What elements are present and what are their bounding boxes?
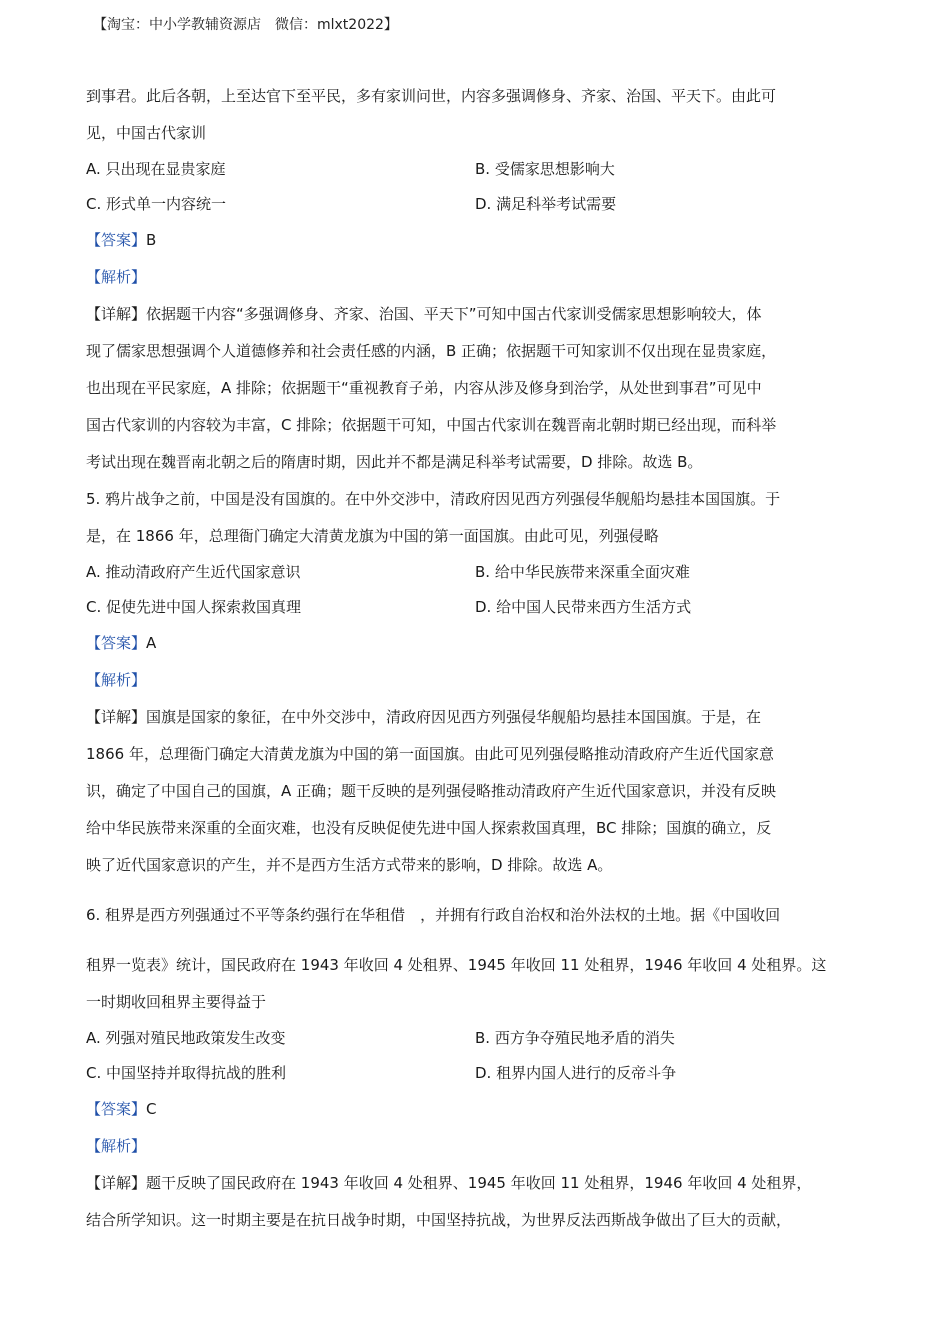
option-c: C. 形式单一内容统一	[86, 195, 227, 213]
answer-line	[86, 625, 876, 662]
question-stem-line: 到事君。此后各朝，上至达官下至平民，多有家训问世，内容多强调修身、齐家、治国、平天下。由此可	[86, 87, 777, 105]
detail-line: 结合所学知识。这一时期主要是在抗日战争时期，中国坚持抗战，为世界反法西斯战争做出了巨大的贡献，	[86, 1211, 792, 1229]
option-d: D. 给中国人民带来西方生活方式	[475, 598, 692, 616]
detail-line: 国古代家训的内容较为丰富，C 排除；依据题干可知，中国古代家训在魏晋南北朝时期已经出现，而科举	[86, 416, 777, 434]
option-c: C. 促使先进中国人探索救国真理	[86, 598, 302, 616]
answer-line	[86, 1091, 876, 1128]
option-d: D. 满足科举考试需要	[475, 195, 617, 213]
detail-line	[86, 699, 876, 736]
detail-line: 也出现在平民家庭，A 排除；依据题干“重视教育子弟，内容从涉及修身到治学，从处世到事君”可见中	[86, 379, 762, 397]
option-c: C. 中国坚持并取得抗战的胜利	[86, 1064, 287, 1082]
option-b: B. 给中华民族带来深重全面灾难	[475, 563, 690, 581]
options-row	[86, 152, 876, 187]
option-b: B. 西方争夺殖民地矛盾的消失	[475, 1029, 675, 1047]
answer-tag: 【答案】	[86, 1100, 147, 1118]
detail-line: 现了儒家思想强调个人道德修养和社会责任感的内涵，B 正确；依据题干可知家训不仅出现在显贵家庭，	[86, 342, 777, 360]
options-row	[86, 1056, 876, 1091]
analysis-line	[86, 259, 876, 296]
detail-line: 1866 年，总理衙门确定大清黄龙旗为中国的第一面国旗。由此可见列强侵略推动清政府产生近代国家意	[86, 745, 774, 763]
question-6	[86, 897, 876, 1239]
question-stem-line: 6. 租界是西方列强通过不平等条约强行在华租借 ，并拥有行政自治权和治外法权的土地。据《中国收回	[86, 906, 781, 924]
detail-text: 题干反映了国民政府在 1943 年收回 4 处租界、1945 年收回 11 处租界，1946 年收回 4 处租界，	[146, 1174, 812, 1192]
option-a: A. 列强对殖民地政策发生改变	[86, 1029, 286, 1047]
detail-tag: 【详解】	[86, 708, 147, 726]
analysis-line	[86, 662, 876, 699]
option-b: B. 受儒家思想影响大	[475, 160, 615, 178]
answer-tag: 【答案】	[86, 634, 147, 652]
detail-text: 依据题干内容“多强调修身、齐家、治国、平天下”可知中国古代家训受儒家思想影响较大，体	[146, 305, 762, 323]
detail-line: 识，确定了中国自己的国旗，A 正确；题干反映的是列强侵略推动清政府产生近代国家意识，并没有反映	[86, 782, 777, 800]
page-header-watermark: 【淘宝：中小学教辅资源店 微信：mlxt2022】	[93, 17, 398, 33]
detail-line: 考试出现在魏晋南北朝之后的隋唐时期，因此并不都是满足科举考试需要，D 排除。故选 B。	[86, 453, 703, 471]
detail-line	[86, 296, 876, 333]
question-stem-line: 是，在 1866 年，总理衙门确定大清黄龙旗为中国的第一面国旗。由此可见，列强侵略	[86, 527, 659, 545]
question-stem-line: 一时期收回租界主要得益于	[86, 993, 267, 1011]
analysis-tag: 【解析】	[86, 671, 147, 689]
answer-value: B	[146, 231, 157, 249]
options-row	[86, 590, 876, 625]
detail-text: 国旗是国家的象征，在中外交涉中，清政府因见西方列强侵华舰船均悬挂本国国旗。于是，在	[146, 708, 762, 726]
options-row	[86, 187, 876, 222]
options-row	[86, 1021, 876, 1056]
options-row	[86, 555, 876, 590]
detail-tag: 【详解】	[86, 305, 147, 323]
question-5	[86, 481, 876, 897]
question-4	[86, 78, 876, 481]
answer-tag: 【答案】	[86, 231, 147, 249]
question-stem-line: 5. 鸦片战争之前，中国是没有国旗的。在中外交涉中，清政府因见西方列强侵华舰船均悬挂本国国旗。于	[86, 490, 781, 508]
detail-line: 给中华民族带来深重的全面灾难，也没有反映促使先进中国人探索救国真理，BC 排除；国旗的确立，反	[86, 819, 772, 837]
question-stem-line: 租界一览表》统计，国民政府在 1943 年收回 4 处租界、1945 年收回 11 处租界，1946 年收回 4 处租界。这	[86, 956, 827, 974]
option-d: D. 租界内国人进行的反帝斗争	[475, 1064, 677, 1082]
answer-line	[86, 222, 876, 259]
option-a: A. 推动清政府产生近代国家意识	[86, 563, 301, 581]
answer-value: A	[146, 634, 157, 652]
question-stem-line: 见，中国古代家训	[86, 124, 207, 142]
analysis-tag: 【解析】	[86, 1137, 147, 1155]
answer-value: C	[146, 1100, 157, 1118]
detail-tag: 【详解】	[86, 1174, 147, 1192]
detail-line	[86, 1165, 876, 1202]
option-a: A. 只出现在显贵家庭	[86, 160, 226, 178]
analysis-tag: 【解析】	[86, 268, 147, 286]
detail-line: 映了近代国家意识的产生，并不是西方生活方式带来的影响，D 排除。故选 A。	[86, 856, 613, 874]
document-body	[86, 78, 876, 1239]
analysis-line	[86, 1128, 876, 1165]
